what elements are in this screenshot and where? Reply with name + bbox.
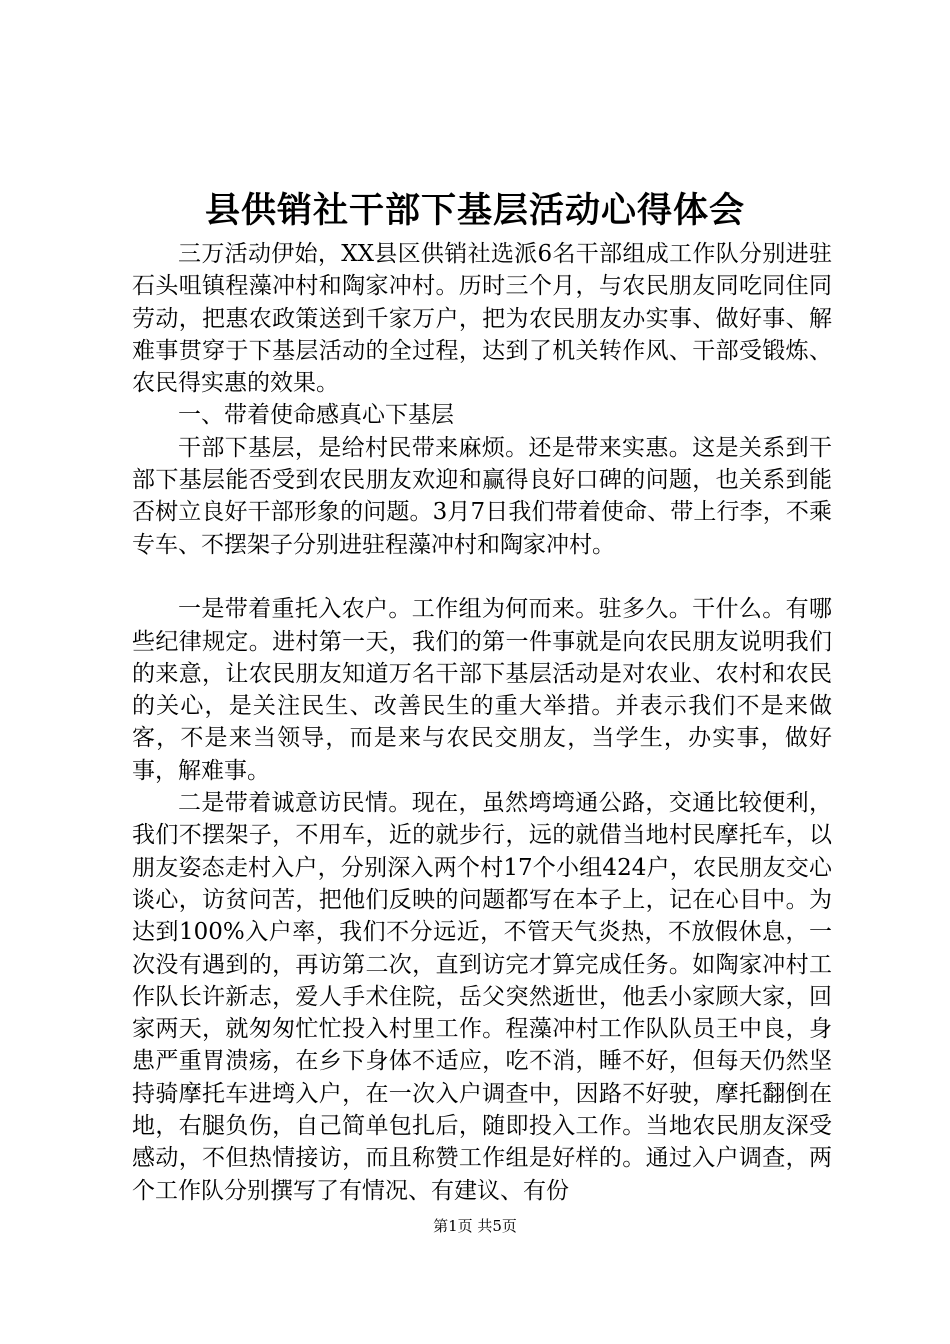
page-footer: 第1页 共5页 [433,1217,517,1235]
paragraph-section-1: 干部下基层，是给村民带来麻烦。还是带来实惠。这是关系到干部下基层能否受到农民朋友欢迎和赢得良好口碑的问题，也关系到能否树立良好干部形象的问题。3月7日我们带着使命、带上行李，不乘专车、不摆架子分别进驻程藻冲村和陶家冲村。 [132,434,832,558]
section-heading-1: 一、带着使命感真心下基层 [178,402,454,429]
paragraph-intro: 三万活动伊始，XX县区供销社选派6名干部组成工作队分别进驻石头咀镇程藻冲村和陶家冲村。历时三个月，与农民朋友同吃同住同劳动，把惠农政策送到千家万户，把为农民朋友办实事、做好事、解难事贯穿于下基层活动的全过程，达到了机关转作风、干部受锻炼、农民得实惠的效果。 [132,241,832,397]
document-title: 县供销社干部下基层活动心得体会 [204,190,745,231]
paragraph-point-1: 一是带着重托入农户。工作组为何而来。驻多久。干什么。有哪些纪律规定。进村第一天，我们的第一件事就是向农民朋友说明我们的来意，让农民朋友知道万名干部下基层活动是对农业、农村和农民的关心，是关注民生、改善民生的重大举措。并表示我们不是来做客，不是来当领导，而是来与农民交朋友，当学生，办实事，做好事，解难事。 [132,596,832,784]
paragraph-point-2: 二是带着诚意访民情。现在，虽然塆塆通公路，交通比较便利，我们不摆架子，不用车，近的就步行，远的就借当地村民摩托车，以朋友姿态走村入户，分别深入两个村17个小组424户，农民朋友交心谈心，访贫问苦，把他们反映的问题都写在本子上，记在心目中。为达到100%入户率，我们不分远近，不管天气炎热，不放假休息，一次没有遇到的，再访第二次，直到访完才算完成任务。如陶家冲村工作队长许新志，爱人手术住院，岳父突然逝世，他丢小家顾大家，回家两天，就匆匆忙忙投入村里工作。程藻冲村工作队队员王中良，身患严重胃溃疡，在乡下身体不适应，吃不消，睡不好，但每天仍然坚持骑摩托车进塆入户，在一次入户调查中，因路不好驶，摩托翻倒在地，右腿负伤，自己简单包扎后，随即投入工作。当地农民朋友深受感动，不但热情接访，而且称赞工作组是好样的。通过入户调查，两个工作队分别撰写了有情况、有建议、有份 [132,790,832,1204]
document-body [132,238,832,1207]
paragraph-spacer [132,561,832,593]
